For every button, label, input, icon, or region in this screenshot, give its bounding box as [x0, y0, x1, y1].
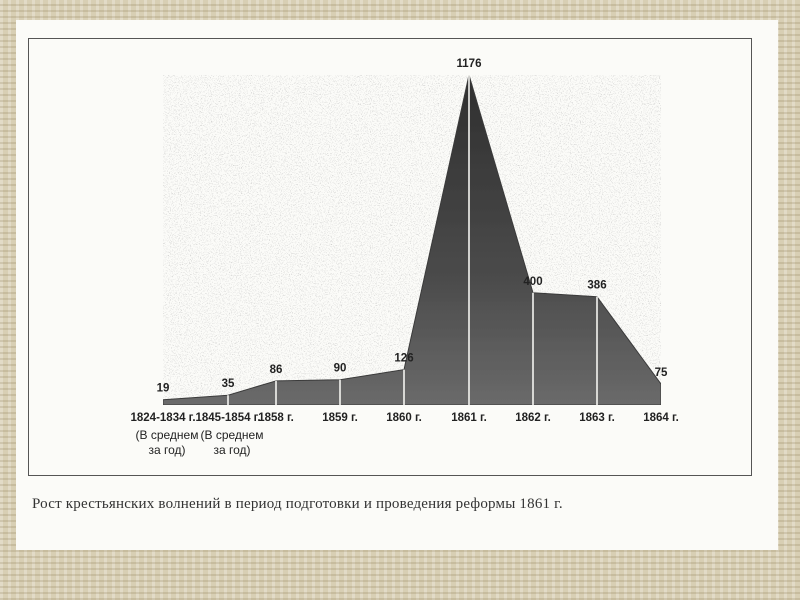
value-label: 90 — [333, 362, 347, 375]
value-label: 86 — [269, 363, 283, 376]
category-tick-label: 1858 г. — [258, 412, 294, 424]
value-label: 19 — [156, 382, 170, 395]
value-label: 35 — [221, 378, 235, 391]
category-tick-label: 1863 г. — [579, 412, 615, 424]
category-tick-label: 1861 г. — [451, 412, 487, 424]
category-note: за год) — [213, 443, 251, 457]
value-label: 75 — [654, 366, 668, 379]
category-note: (В среднем — [200, 428, 264, 442]
chart-caption: Рост крестьянских волнений в период подготовки и проведения реформы 1861 г. — [32, 496, 563, 512]
value-label: 386 — [587, 279, 607, 292]
category-note: за год) — [148, 443, 186, 457]
value-label: 1176 — [456, 58, 482, 70]
category-tick-label: 1864 г. — [643, 412, 679, 424]
category-tick-label: 1859 г. — [322, 412, 358, 424]
value-label: 400 — [523, 275, 543, 288]
chart-svg — [16, 20, 778, 490]
page-sheet — [16, 20, 778, 550]
value-label: 126 — [394, 352, 414, 365]
category-tick-label: 1845-1854 г. — [195, 412, 261, 424]
category-tick-label: 1862 г. — [515, 412, 551, 424]
category-tick-label: 1860 г. — [386, 412, 422, 424]
category-note: (В среднем — [135, 428, 199, 442]
category-tick-label: 1824-1834 г. — [130, 412, 196, 424]
